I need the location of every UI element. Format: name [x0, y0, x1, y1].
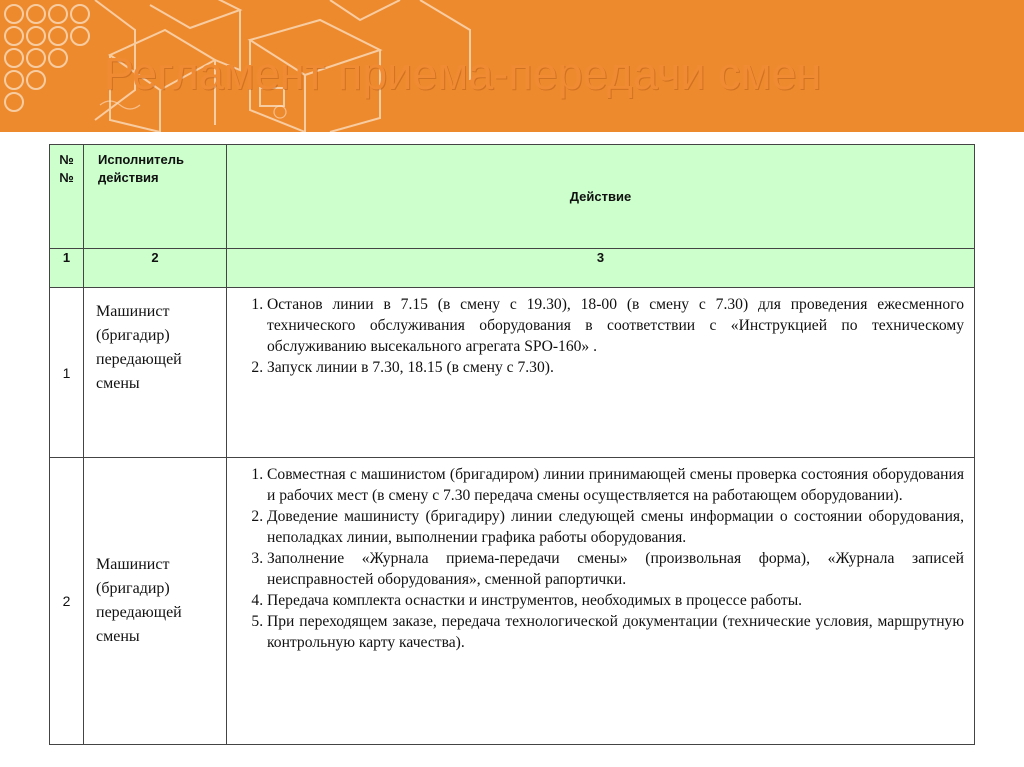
- action-item: 2. Доведение машинисту (бригадиру) линии следующей смены информации о состоянии оборудования, неполадках линии, выполнении графика работы оборудования.: [267, 506, 964, 548]
- table-row: [50, 288, 975, 458]
- row-performer: Машинист (бригадир) передающей смены: [84, 288, 227, 458]
- column-number-2: 2: [84, 249, 227, 288]
- page-title: Регламент приема-передачи смен: [104, 48, 822, 99]
- shift-handover-table: [49, 144, 975, 745]
- column-number-3: 3: [227, 249, 975, 288]
- action-item: 1. Совместная с машинистом (бригадиром) линии принимающей смены проверка состояния оборудования и рабочих мест (в смену с 7.30 передача смены осуществляется на работающем оборудовании).: [267, 464, 964, 506]
- header-number: № №: [50, 145, 84, 249]
- action-list: [241, 464, 964, 653]
- table-header-row: [50, 145, 975, 249]
- action-item: 3. Заполнение «Журнала приема-передачи смены» (произвольная форма), «Журнала записей неисправностей оборудования», сменной рапортички.: [267, 548, 964, 590]
- row-number: 2: [50, 458, 84, 745]
- action-item: 1. Останов линии в 7.15 (в смену с 19.30), 18-00 (в смену с 7.30) для проведения ежесменного технического обслуживания оборудования в соответствии с «Инструкцией по техническому обслуживанию высекального агрегата SPO-160» .: [267, 294, 964, 357]
- row-performer: Машинист (бригадир) передающей смены: [84, 458, 227, 745]
- row-actions: [227, 288, 975, 458]
- column-numbers-row: [50, 249, 975, 288]
- action-item: 4. Передача комплекта оснастки и инструментов, необходимых в процессе работы.: [267, 590, 964, 611]
- header-action: Действие: [227, 145, 975, 249]
- action-item: 5. При переходящем заказе, передача технологической документации (технические условия, маршрутную контрольную карту качества).: [267, 611, 964, 653]
- column-number-1: 1: [50, 249, 84, 288]
- action-item: 2. Запуск линии в 7.30, 18.15 (в смену с 7.30).: [267, 357, 964, 378]
- action-list: [241, 294, 964, 378]
- row-number: 1: [50, 288, 84, 458]
- row-actions: [227, 458, 975, 745]
- header-performer: Исполнитель действия: [84, 145, 227, 249]
- table-row: [50, 458, 975, 745]
